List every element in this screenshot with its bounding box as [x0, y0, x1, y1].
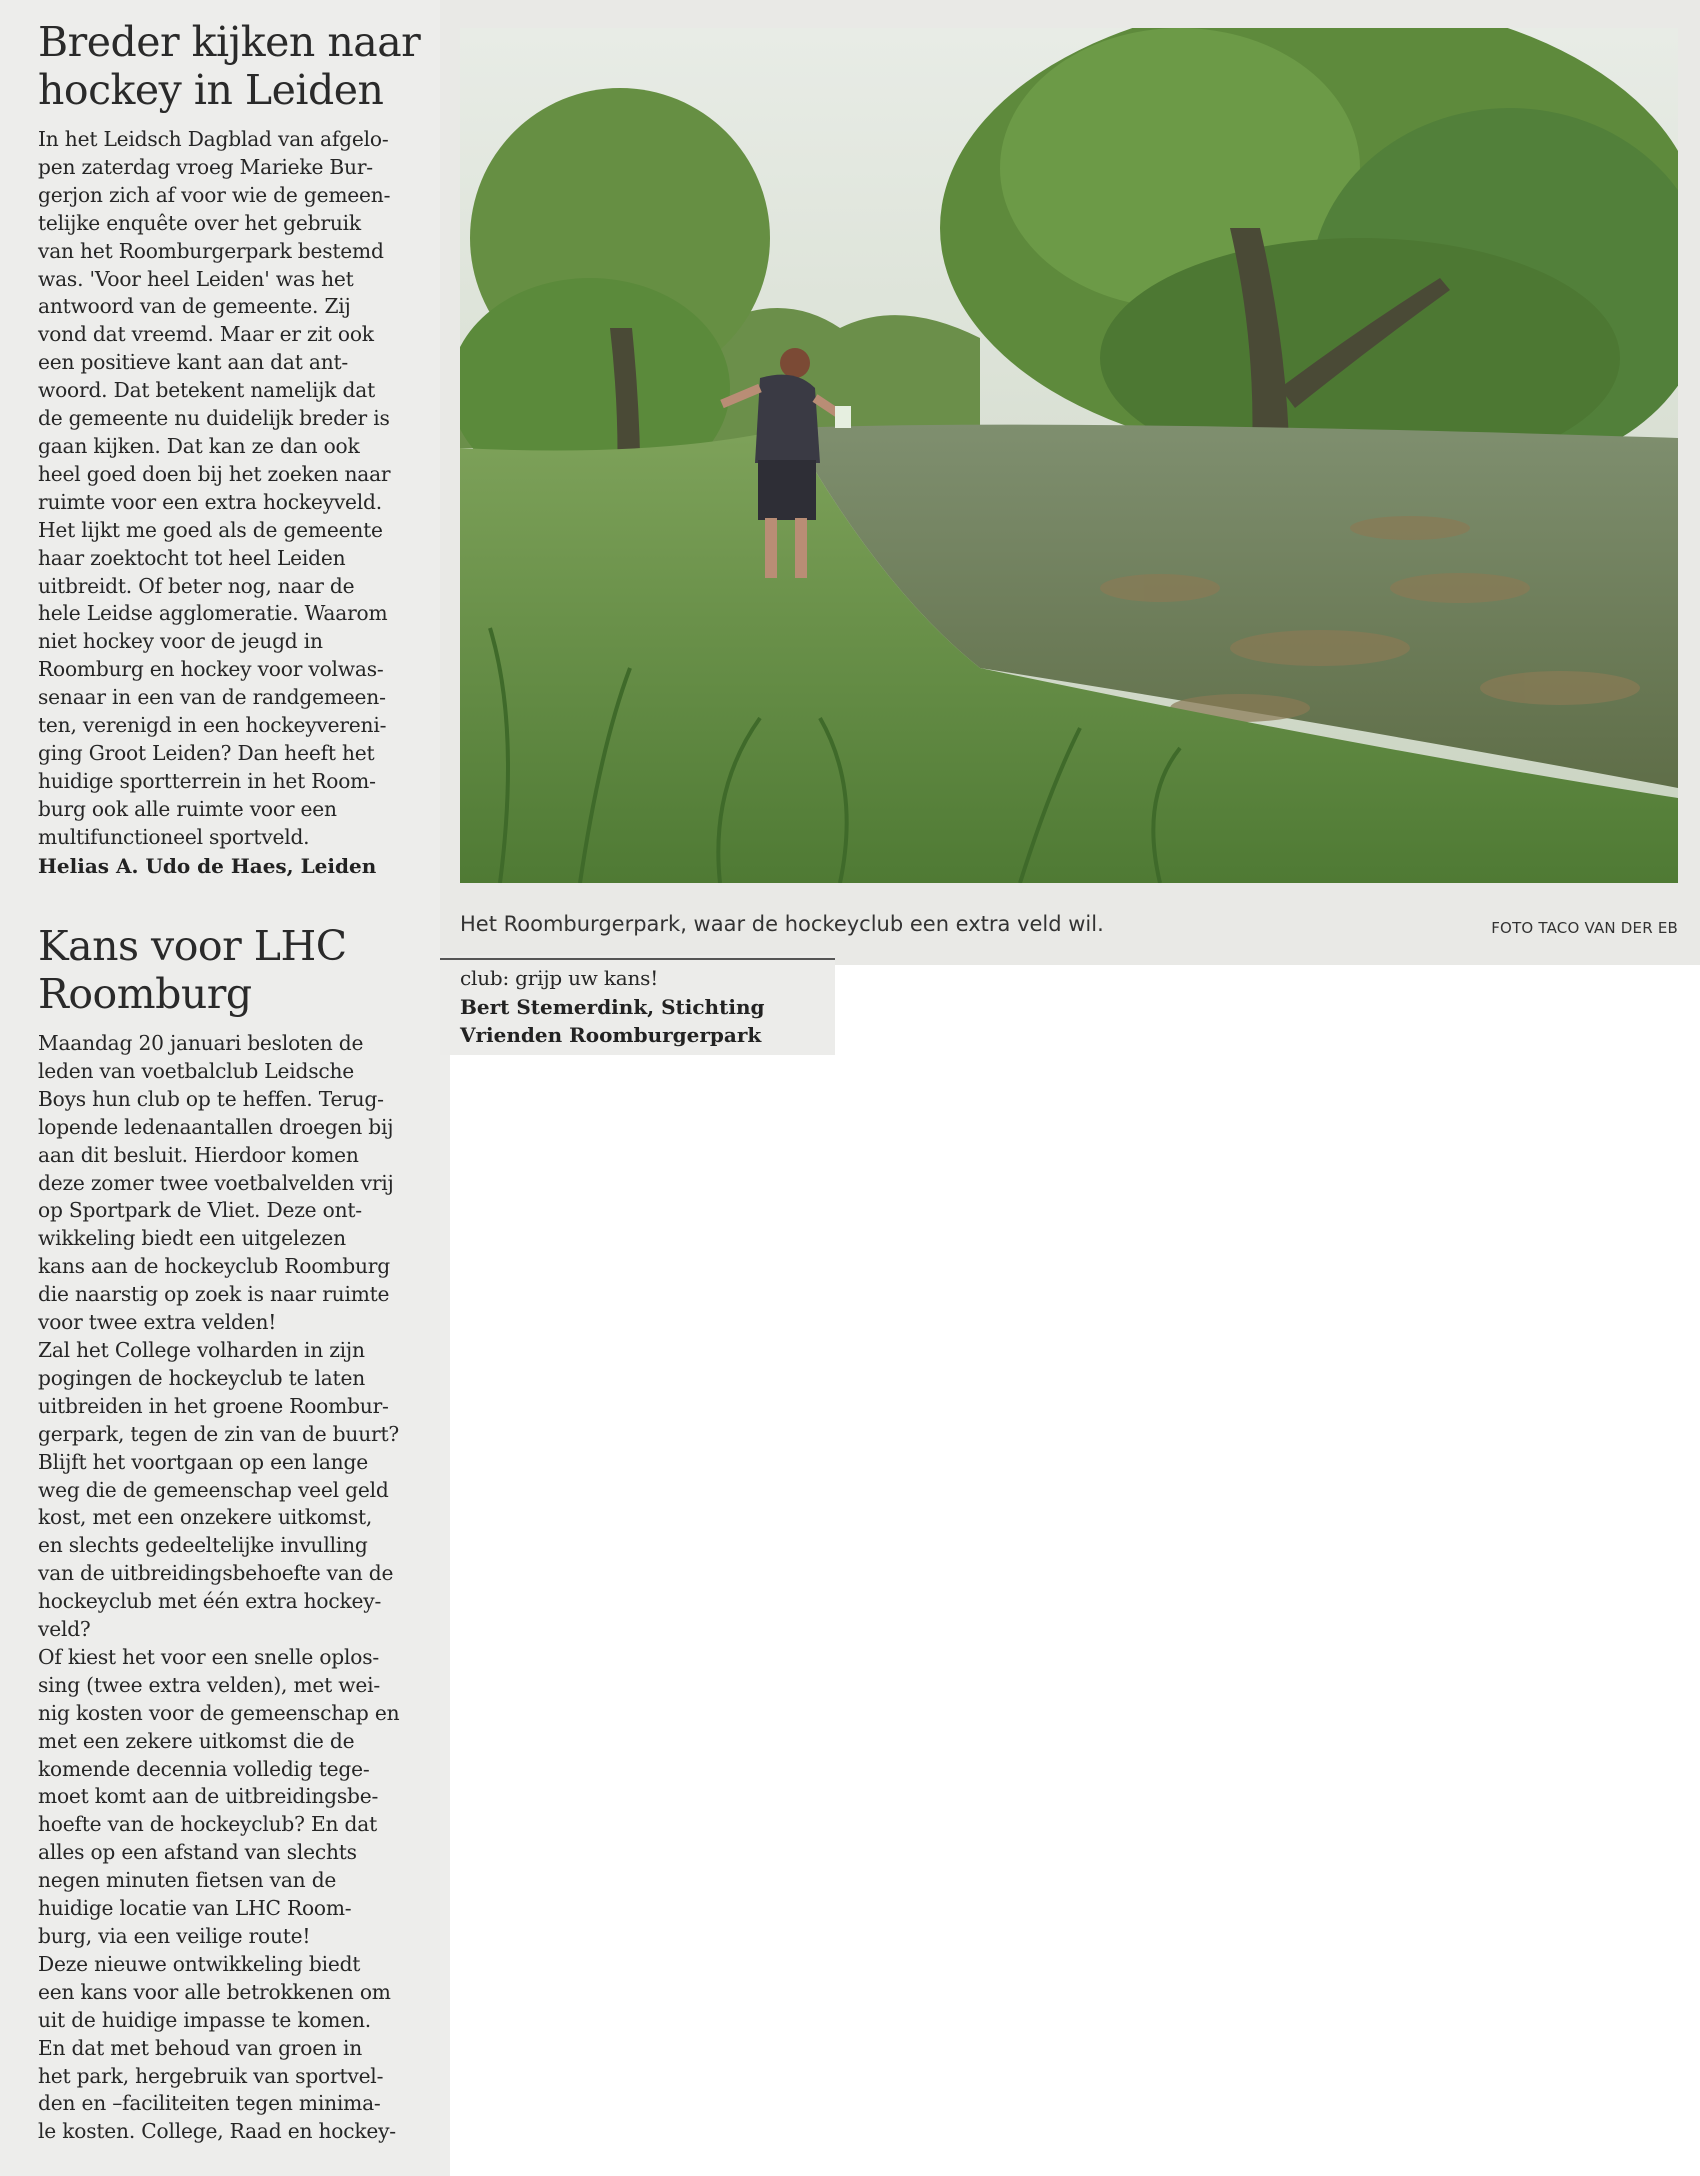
letter2-author: Bert Stemerdink, Stichting Vrienden Roomburgerpark — [460, 994, 765, 1047]
letter1-body: In het Leidsch Dagblad van afgelo- pen zaterdag vroeg Marieke Bur- gerjon zich af voor wie de gemeen- telijke enquête over het gebruik van het Roomburgerpark bestemd was. 'Voor heel Leiden' was het antwoord van de gemeente. Zij vond dat vreemd. Maar er zit ook een positieve kant aan dat ant- woord. Dat betekent namelijk dat de gemeente nu duidelijk breder is gaan kijken. Dat kan ze dan ook heel goed doen bij het zoeken naar ruimte voor een extra hockeyveld. Het lijkt me goed als de gemeente haar zoektocht tot heel Leiden uitbreidt. Of beter nog, naar de hele Leidse agglomeratie. Waarom niet hockey voor de jeugd in Roomburg en hockey voor volwas- senaar in een van de randgemeen- ten, verenigd in een hockeyvereni- ging Groot Leiden? Dan heeft het huidige sportterrein in het Room- burg ook alle ruimte voor een multifunctioneel sportveld. — [38, 127, 391, 849]
letter2-body: Maandag 20 januari besloten de leden van voetbalclub Leidsche Boys hun club op te heffen. Terug- lopende ledenaantallen droegen bij aan dit besluit. Hierdoor komen deze zomer twee voetbalvelden vrij op Sportpark de Vliet. Deze ont- wikkeling biedt een uitgelezen kans aan de hockeyclub Roomburg die naarstig op zoek is naar ruimte voor twee extra velden! Zal het College volharden in zijn pogingen de hockeyclub te laten uitbreiden in het groene Roombur- gerpark, tegen de zin van de buurt? Blijft het voortgaan op een lange weg die de gemeenschap veel geld kost, met een onzekere uitkomst, en slechts gedeeltelijke invulling van de uitbreidingsbehoefte van de hockeyclub met één extra hockey- veld? Of kiest het voor een snelle oplos- sing (twee extra velden), met wei- nig kosten voor de gemeenschap en met een zekere uitkomst die de komende decennia volledig tege- moet komt aan de uitbreidingsbe- hoefte van de hockeyclub? En dat alles op een afstand van slechts negen minuten fietsen van de huidige locatie van LHC Room- burg, via een veilige route! Deze nieuwe ontwikkeling biedt een kans voor alle betrokkenen om uit de huidige impasse te komen. En dat met behoud van groen in het park, hergebruik van sportvel- den en –faciliteiten tegen minima- le kosten. College, Raad en hockey- — [38, 1031, 400, 2144]
caption-divider — [440, 958, 835, 960]
letter1-headline: Breder kijken naar hockey in Leiden — [38, 18, 421, 114]
photo-caption: Het Roomburgerpark, waar de hockeyclub een extra veld wil. — [460, 912, 1104, 936]
letter-kans-voor-lhc — [38, 922, 438, 2146]
letter2-continuation — [460, 965, 830, 1049]
photo-credit: FOTO TACO VAN DER EB — [1491, 919, 1678, 937]
photo-caption-row — [460, 908, 1678, 948]
park-photo-illustration — [460, 28, 1678, 883]
letter2-continuation-text: club: grijp uw kans! — [460, 966, 659, 990]
park-photo — [460, 28, 1678, 883]
letter1-author: Helias A. Udo de Haes, Leiden — [38, 853, 377, 878]
letter-breder-kijken — [38, 18, 438, 880]
letter2-headline: Kans voor LHC Roomburg — [38, 922, 347, 1018]
